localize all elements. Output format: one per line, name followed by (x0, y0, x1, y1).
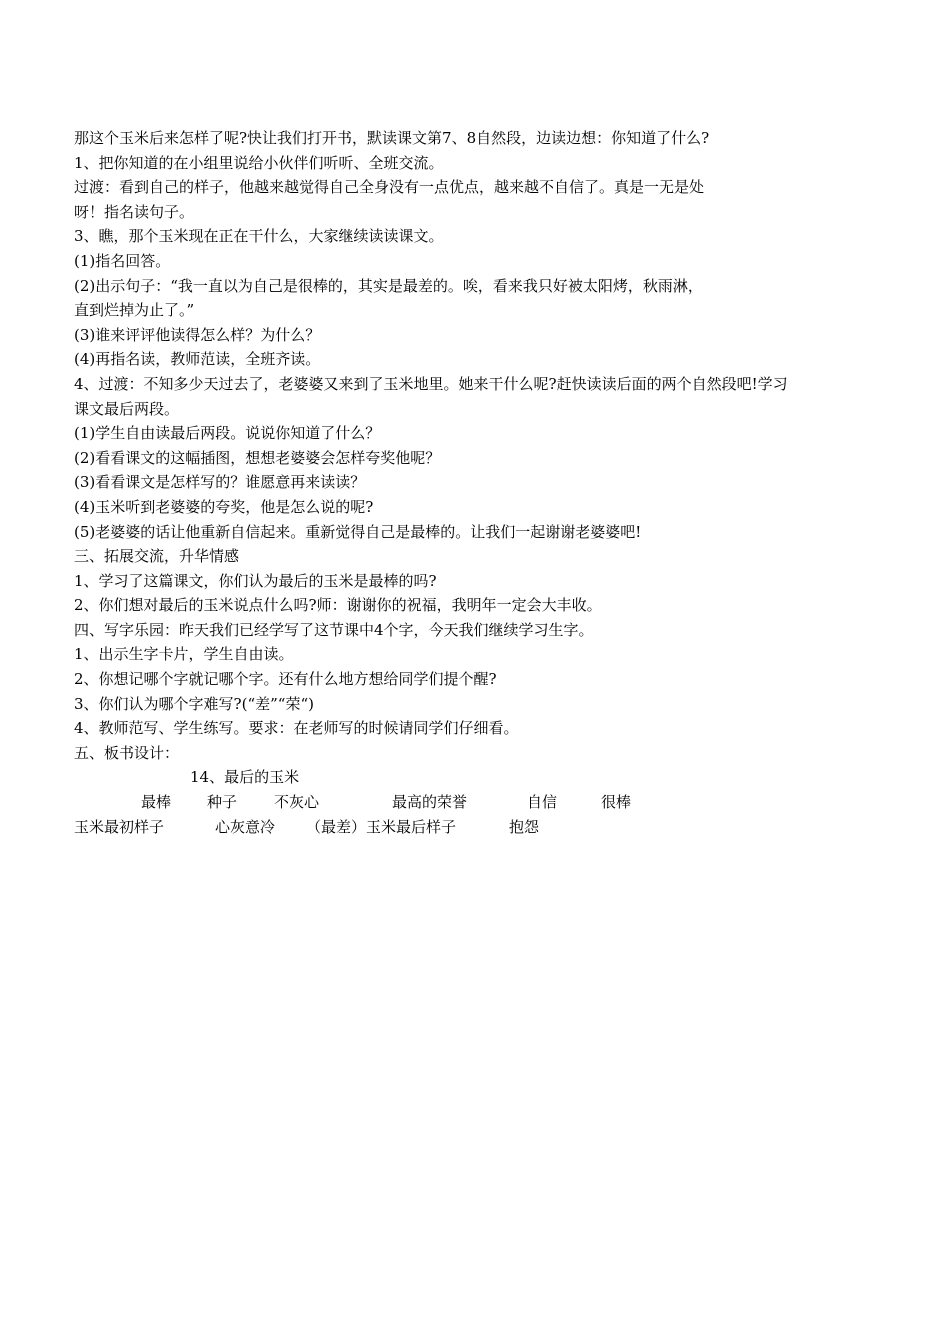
text-line: (5)老婆婆的话让他重新自信起来。重新觉得自己是最棒的。让我们一起谢谢老婆婆吧! (74, 522, 642, 541)
document-page (74, 126, 894, 839)
board-word: 抱怨 (509, 817, 540, 836)
text-line: 课文最后两段。 (74, 399, 180, 418)
board-word: 最棒 (141, 793, 172, 812)
text-line: 2、你们想对最后的玉米说点什么吗?师：谢谢你的祝福，我明年一定会大丰收。 (74, 596, 602, 615)
text-line: (1)指名回答。 (74, 251, 171, 270)
text-line: 四、写字乐园：昨天我们已经学写了这节课中4个字，今天我们继续学习生字。 (74, 620, 594, 639)
board-word: 种子 (207, 793, 238, 812)
text-line: (2)看看课文的这幅插图，想想老婆婆会怎样夸奖他呢？ (74, 448, 441, 467)
text-line: 五、板书设计： (74, 743, 180, 762)
text-line: 3、你们认为哪个字难写?(“差”“荣“) (74, 694, 314, 713)
text-line: 2、你想记哪个字就记哪个字。还有什么地方想给同学们提个醒? (74, 670, 497, 689)
text-line: (3)谁来评评他读得怎么样？为什么？ (74, 325, 321, 344)
text-line: 4、教师范写、学生练写。要求：在老师写的时候请同学们仔细看。 (74, 719, 519, 738)
text-line: (4)玉米听到老婆婆的夸奖，他是怎么说的呢? (74, 497, 374, 516)
text-line: 1、出示生字卡片，学生自由读。 (74, 645, 294, 664)
board-word: （最差）玉米最后样子 (306, 817, 457, 836)
text-line: 那这个玉米后来怎样了呢?快让我们打开书，默读课文第7、8自然段，边读边想：你知道了什么? (74, 129, 710, 147)
text-line: 1、学习了这篇课文，你们认为最后的玉米是最棒的吗? (74, 571, 437, 590)
text-line: 过渡：看到自己的样子，他越来越觉得自己全身没有一点优点，越来越不自信了。真是一无是处 (74, 178, 705, 197)
text-line: 三、拓展交流，升华情感 (74, 547, 240, 566)
text-line: 呀！指名读句子。 (74, 202, 195, 221)
text-line: (4)再指名读，教师范读，全班齐读。 (74, 350, 321, 369)
blackboard-design (74, 765, 894, 839)
lesson-text (74, 126, 894, 765)
text-line: (3)看看课文是怎样写的？谁愿意再来读读？ (74, 473, 366, 492)
text-line: (2)出示句子：“我一直以为自己是很棒的，其实是最差的。唉，看来我只好被太阳烤，秋雨淋， (74, 276, 703, 295)
board-word: 心灰意冷 (215, 817, 276, 836)
board-word: 最高的荣誉 (392, 793, 468, 812)
text-line: 直到烂掉为止了。” (74, 301, 195, 320)
board-word: 不灰心 (274, 793, 320, 812)
text-line: 1、把你知道的在小组里说给小伙伴们听听、全班交流。 (74, 153, 444, 172)
board-title: 14、最后的玉米 (190, 768, 300, 787)
text-line: 4、过渡：不知多少天过去了，老婆婆又来到了玉米地里。她来干什么呢?赶快读读后面的两个自然段吧!学习 (74, 374, 788, 393)
text-line: 3、瞧，那个玉米现在正在干什么，大家继续读读课文。 (74, 227, 444, 246)
text-line: (1)学生自由读最后两段。说说你知道了什么？ (74, 424, 381, 443)
board-word: 玉米最初样子 (74, 817, 165, 836)
board-word: 很棒 (601, 793, 632, 812)
board-word: 自信 (527, 793, 558, 812)
